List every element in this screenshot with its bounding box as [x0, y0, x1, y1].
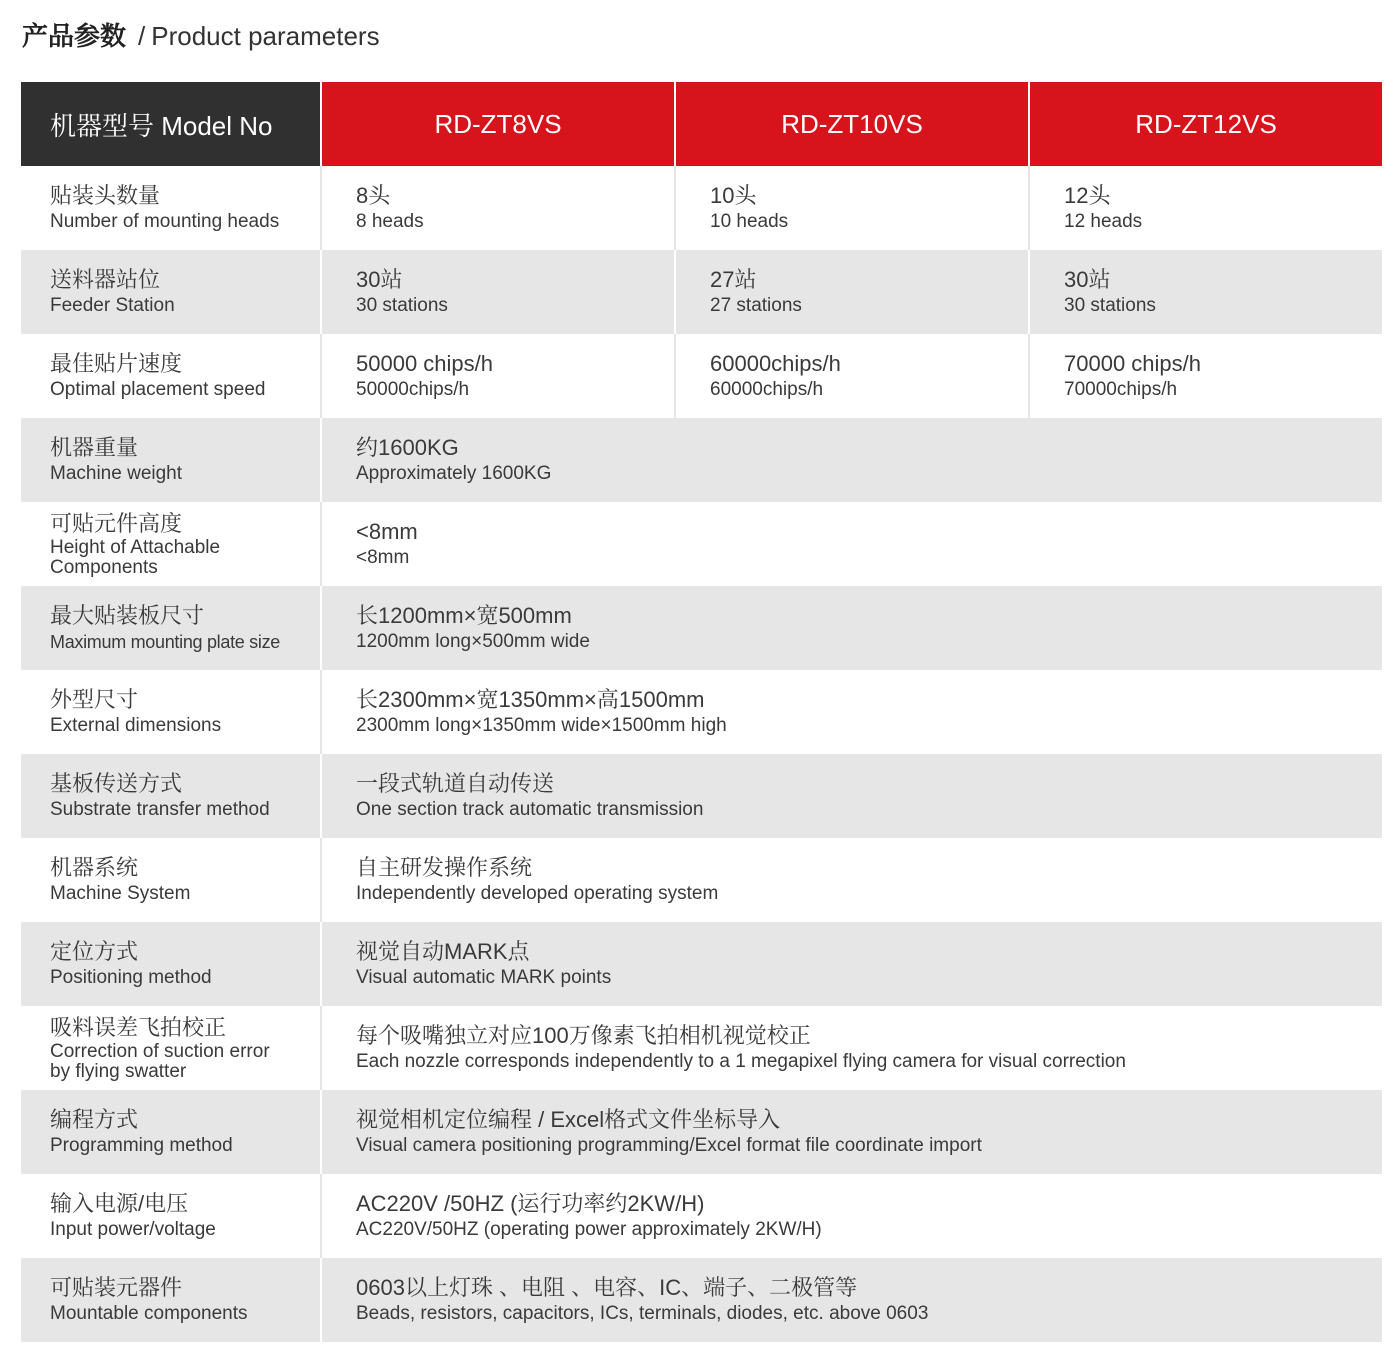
table-row	[21, 334, 1382, 418]
cell-value-en: 70000chips/h	[1064, 379, 1178, 400]
row-label	[21, 586, 320, 670]
table-row	[21, 1174, 1382, 1258]
cell-value-cn: 12头	[1064, 183, 1111, 208]
cell-value-cn: 一段式轨道自动传送	[356, 771, 555, 796]
row-label-en: Optimal placement speed	[50, 379, 266, 400]
table-cell	[320, 1258, 1382, 1342]
cell-value-cn: 每个吸嘴独立对应100万像素飞拍相机视觉校正	[356, 1023, 811, 1048]
table-row	[21, 1258, 1382, 1342]
cell-value-en: 30 stations	[1064, 295, 1156, 316]
cell-value-en: 30 stations	[356, 295, 448, 316]
row-label-en: Machine System	[50, 883, 191, 904]
table-cell	[320, 754, 1382, 838]
table-header	[21, 82, 1382, 166]
cell-value-en: One section track automatic transmission	[356, 799, 704, 820]
row-label	[21, 1258, 320, 1342]
cell-value-en: Each nozzle corresponds independently to a 1 megapixel flying camera for visual correction	[356, 1051, 1126, 1072]
cell-value-en: AC220V/50HZ (operating power approximately 2KW/H)	[356, 1219, 822, 1240]
cell-value-en: Beads, resistors, capacitors, ICs, terminals, diodes, etc. above 0603	[356, 1303, 929, 1324]
table-cell	[1028, 166, 1382, 250]
cell-value-en: 8 heads	[356, 211, 424, 232]
cell-value-en: Visual camera positioning programming/Excel format file coordinate import	[356, 1135, 982, 1156]
cell-value-en: Approximately 1600KG	[356, 463, 552, 484]
row-label	[21, 250, 320, 334]
cell-value-cn: 视觉自动MARK点	[356, 939, 530, 964]
table-cell	[320, 418, 1382, 502]
cell-value-en: 10 heads	[710, 211, 789, 232]
row-label	[21, 754, 320, 838]
table-cell	[320, 334, 674, 418]
row-label-en: Input power/voltage	[50, 1219, 216, 1240]
row-label	[21, 1090, 320, 1174]
cell-value-cn: 70000 chips/h	[1064, 351, 1201, 376]
cell-value-en: 12 heads	[1064, 211, 1143, 232]
row-label	[21, 1174, 320, 1258]
table-cell	[320, 1174, 1382, 1258]
row-label-cn: 编程方式	[50, 1107, 139, 1132]
row-label	[21, 418, 320, 502]
table-row	[21, 250, 1382, 334]
row-label-en: Positioning method	[50, 967, 212, 988]
row-label-en: Height of Attachable Components	[50, 537, 221, 578]
row-label-cn: 可贴装元器件	[50, 1275, 183, 1300]
table-cell	[320, 586, 1382, 670]
row-label-en: Machine weight	[50, 463, 183, 484]
cell-value-cn: 视觉相机定位编程 / Excel格式文件坐标导入	[356, 1107, 781, 1132]
table-row	[21, 922, 1382, 1006]
model-header-2: RD-ZT10VS	[676, 82, 1028, 166]
table-cell	[320, 670, 1382, 754]
cell-value-en: 2300mm long×1350mm wide×1500mm high	[356, 715, 727, 736]
cell-value-cn: 自主研发操作系统	[356, 855, 533, 880]
table-row	[21, 1090, 1382, 1174]
page-title-cn: 产品参数	[22, 21, 127, 51]
table-cell	[320, 1090, 1382, 1174]
row-label-en: Feeder Station	[50, 295, 175, 316]
table-cell	[320, 250, 674, 334]
row-label-en: Correction of suction error by flying swatter	[50, 1041, 270, 1082]
row-label-cn: 吸料误差飞拍校正	[50, 1015, 227, 1040]
cell-value-cn: 8头	[356, 183, 391, 208]
cell-value-en: <8mm	[356, 547, 410, 568]
page-title	[22, 16, 380, 56]
page-title-en: Product parameters	[151, 21, 380, 51]
model-header-1: RD-ZT8VS	[322, 82, 674, 166]
row-label	[21, 670, 320, 754]
table-cell	[320, 166, 674, 250]
row-label-en: Number of mounting heads	[50, 211, 280, 232]
table-row	[21, 502, 1382, 586]
table-row	[21, 1006, 1382, 1090]
table-row	[21, 166, 1382, 250]
table-cell	[674, 166, 1028, 250]
cell-value-cn: 长1200mm×宽500mm	[356, 603, 572, 628]
cell-value-en: 50000chips/h	[356, 379, 470, 400]
cell-value-cn: 约1600KG	[356, 435, 459, 460]
row-label	[21, 838, 320, 922]
row-label-cn: 送料器站位	[50, 267, 161, 292]
table-cell	[674, 250, 1028, 334]
row-label-cn: 基板传送方式	[50, 771, 183, 796]
row-label-cn: 最大贴装板尺寸	[50, 603, 205, 628]
table-row	[21, 418, 1382, 502]
row-label-cn: 机器重量	[50, 435, 139, 460]
cell-value-en: Visual automatic MARK points	[356, 967, 612, 988]
table-cell	[320, 1006, 1382, 1090]
cell-value-cn: 30站	[356, 267, 403, 292]
cell-value-en: 27 stations	[710, 295, 802, 316]
row-label-cn: 输入电源/电压	[50, 1191, 189, 1216]
cell-value-cn: 50000 chips/h	[356, 351, 493, 376]
row-label-cn: 最佳贴片速度	[50, 351, 183, 376]
spec-table	[21, 82, 1382, 1342]
table-cell	[1028, 334, 1382, 418]
table-row	[21, 754, 1382, 838]
row-label-cn: 可贴元件高度	[50, 511, 183, 536]
table-row	[21, 586, 1382, 670]
row-label-cn: 定位方式	[50, 939, 139, 964]
row-label-en: Substrate transfer method	[50, 799, 270, 820]
cell-value-en: 60000chips/h	[710, 379, 824, 400]
cell-value-cn: 30站	[1064, 267, 1111, 292]
row-label	[21, 166, 320, 250]
page-title-separator: /	[138, 21, 146, 51]
cell-value-cn: 0603以上灯珠 、电阻 、电容、IC、端子、二极管等	[356, 1275, 858, 1300]
cell-value-cn: 长2300mm×宽1350mm×高1500mm	[356, 687, 705, 712]
row-label-en: Mountable components	[50, 1303, 248, 1324]
table-cell	[674, 334, 1028, 418]
table-cell	[320, 838, 1382, 922]
row-label-en: External dimensions	[50, 715, 222, 736]
table-row	[21, 838, 1382, 922]
cell-value-cn: 27站	[710, 267, 757, 292]
row-label-en: Programming method	[50, 1135, 233, 1156]
cell-value-cn: 10头	[710, 183, 757, 208]
table-cell	[320, 502, 1382, 586]
cell-value-en: 1200mm long×500mm wide	[356, 631, 590, 652]
cell-value-cn: <8mm	[356, 519, 418, 544]
row-label	[21, 502, 320, 586]
model-label: 机器型号 Model No	[21, 82, 320, 166]
row-label	[21, 922, 320, 1006]
row-label	[21, 334, 320, 418]
table-cell	[1028, 250, 1382, 334]
row-label-cn: 贴装头数量	[50, 183, 161, 208]
row-label	[21, 1006, 320, 1090]
row-label-cn: 外型尺寸	[50, 687, 139, 712]
cell-value-cn: 60000chips/h	[710, 351, 841, 376]
row-label-cn: 机器系统	[50, 855, 139, 880]
row-label-en: Maximum mounting plate size	[50, 632, 280, 652]
cell-value-en: Independently developed operating system	[356, 883, 719, 904]
table-cell	[320, 922, 1382, 1006]
model-header-3: RD-ZT12VS	[1030, 82, 1382, 166]
table-row	[21, 670, 1382, 754]
cell-value-cn: AC220V /50HZ (运行功率约2KW/H)	[356, 1191, 705, 1216]
